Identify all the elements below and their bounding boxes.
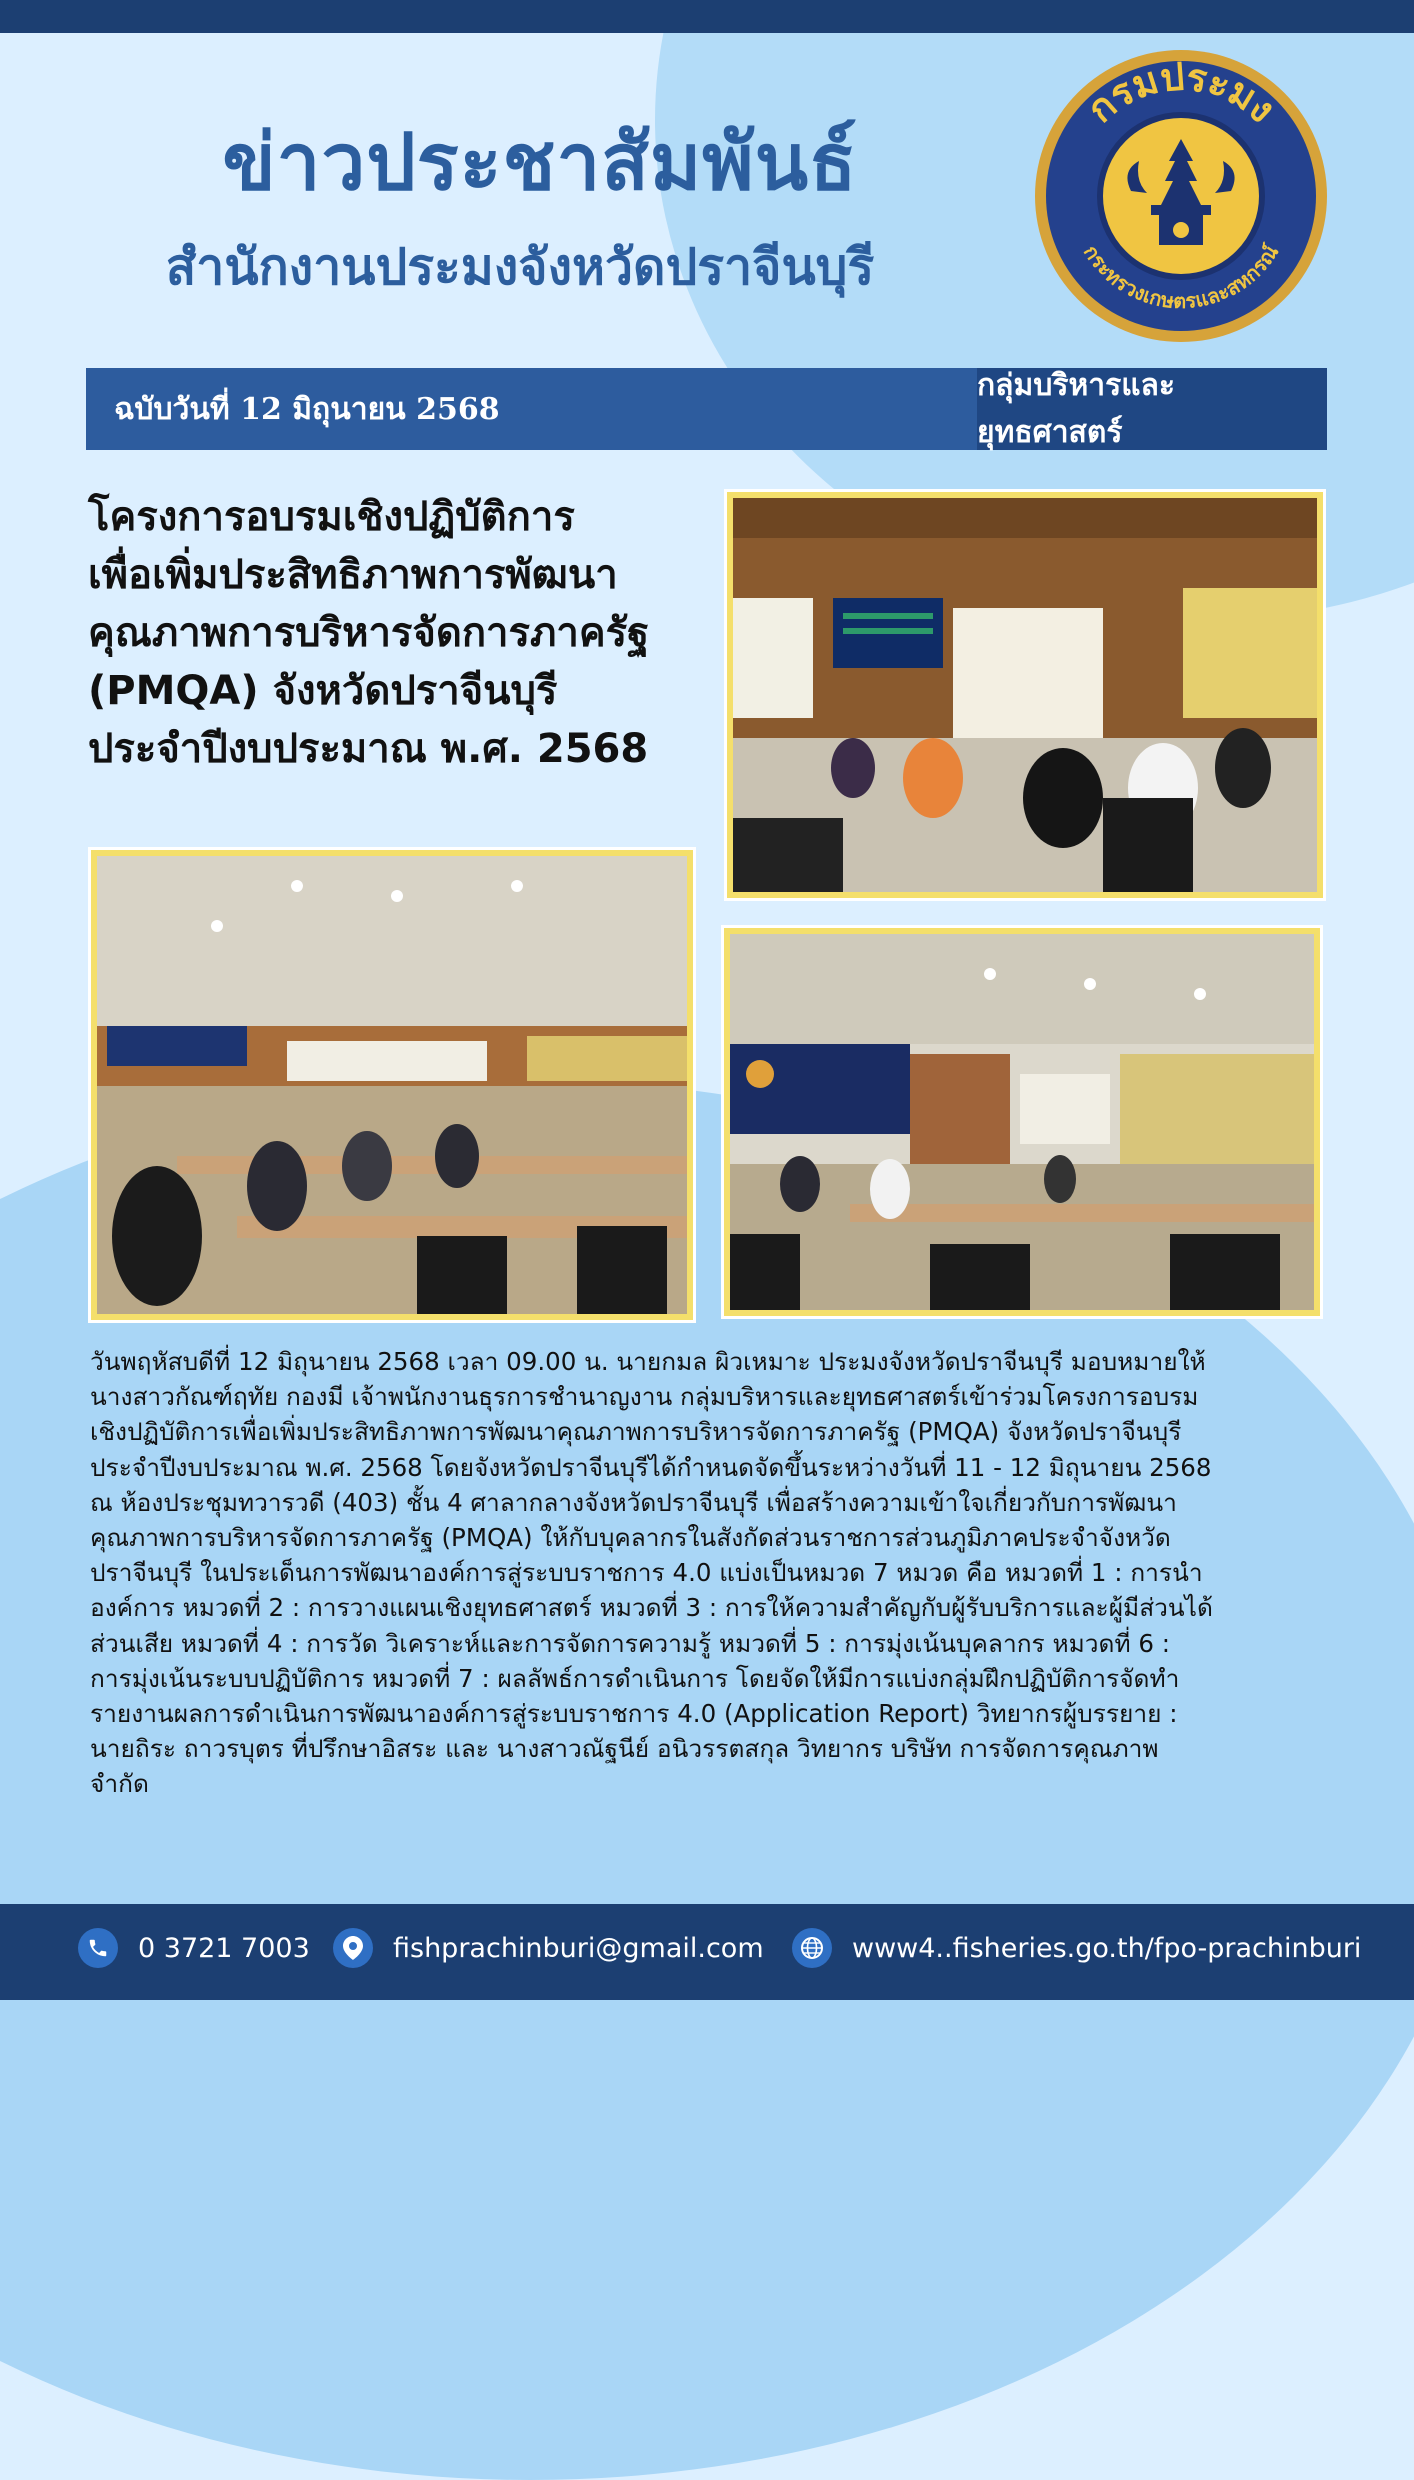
meeting-photo-3 <box>724 928 1320 1316</box>
location-pin-icon <box>333 1928 373 1968</box>
article-body <box>90 1344 1350 1802</box>
article-title <box>88 488 728 778</box>
website-contact[interactable] <box>792 1928 1361 1968</box>
article-body-line: ณ ห้องประชุมทวารวดี (403) ชั้น 4 ศาลากลางจังหวัดปราจีนบุรี เพื่อสร้างความเข้าใจเกี่ยวกับการพัฒนา <box>90 1487 1177 1517</box>
svg-text:กระทรวงเกษตรและสหกรณ์: กระทรวงเกษตรและสหกรณ์ <box>1078 240 1284 314</box>
svg-text:กรมประมง: กรมประมง <box>1078 54 1284 132</box>
article-body-line: รายงานผลการดำเนินการพัฒนาองค์การสู่ระบบราชการ 4.0 (Application Report) วิทยากรผู้บรรยาย : <box>90 1699 1178 1729</box>
article-body-line: จำกัด <box>90 1769 149 1799</box>
article-title-line: ประจำปีงบประมาณ พ.ศ. 2568 <box>88 726 649 772</box>
seal-lettering <box>1035 50 1327 342</box>
email-contact[interactable] <box>333 1928 764 1968</box>
article-body-line: วันพฤหัสบดีที่ 12 มิถุนายน 2568 เวลา 09.00 น. นายกมล ผิวเหมาะ ประมงจังหวัดปราจีนบุรี มอบหมายให้ <box>90 1347 1206 1376</box>
top-banner-bar <box>0 0 1414 33</box>
article-title-line: เพื่อเพิ่มประสิทธิภาพการพัฒนา <box>88 552 618 598</box>
phone-icon <box>78 1928 118 1968</box>
article-body-line: ปราจีนบุรี ในประเด็นการพัฒนาองค์การสู่ระบบราชการ 4.0 แบ่งเป็นหมวด 7 หมวด คือ หมวดที่ 1 : การนำ <box>90 1558 1203 1588</box>
globe-icon <box>792 1928 832 1968</box>
article-body-line: ประจำปีงบประมาณ พ.ศ. 2568 โดยจังหวัดปราจีนบุรีได้กำหนดจัดขึ้นระหว่างวันที่ 11 - 12 มิถุนายน 2568 <box>90 1452 1212 1482</box>
phone-contact[interactable] <box>78 1928 310 1968</box>
article-body-line: คุณภาพการบริหารจัดการภาครัฐ (PMQA) ให้กับบุคลากรในสังกัดส่วนราชการส่วนภูมิภาคประจำจังหวัด <box>90 1523 1171 1553</box>
meeting-photo-1 <box>727 492 1323 898</box>
article-body-line: ส่วนเสีย หมวดที่ 4 : การวัด วิเคราะห์และการจัดการความรู้ หมวดที่ 5 : การมุ่งเน้นบุคลากร หมวดที่ 6 : <box>90 1628 1171 1658</box>
issue-info-bar <box>86 368 1327 450</box>
office-name: สำนักงานประมงจังหวัดปราจีนบุรี <box>165 237 875 296</box>
email-address: fishprachinburi@gmail.com <box>393 1932 764 1964</box>
issue-date: ฉบับวันที่ 12 มิถุนายน 2568 <box>114 391 500 427</box>
department-seal-logo <box>1035 50 1327 342</box>
article-body-line: การมุ่งเน้นระบบปฏิบัติการ หมวดที่ 7 : ผลลัพธ์การดำเนินการ โดยจัดให้มีการแบ่งกลุ่มฝึกปฏิบัติการจัดทำ <box>90 1663 1180 1693</box>
phone-number: 0 3721 7003 <box>138 1932 310 1964</box>
department-group: กลุ่มบริหารและยุทธศาสตร์ <box>977 368 1327 450</box>
meeting-photo-2 <box>91 850 693 1320</box>
page-headline: ข่าวประชาสัมพันธ์ <box>222 117 858 208</box>
article-body-line: นางสาวกัณฑ์ฤทัย กองมี เจ้าพนักงานธุรการชำนาญงาน กลุ่มบริหารและยุทธศาสตร์เข้าร่วมโครงการอบรม <box>90 1382 1199 1412</box>
article-body-line: เชิงปฏิบัติการเพื่อเพิ่มประสิทธิภาพการพัฒนาคุณภาพการบริหารจัดการภาครัฐ (PMQA) จังหวัดปราจีนบุรี <box>90 1417 1182 1447</box>
article-body-line: องค์การ หมวดที่ 2 : การวางแผนเชิงยุทธศาสตร์ หมวดที่ 3 : การให้ความสำคัญกับผู้รับบริการและผู้มีส่วนได้ <box>90 1593 1213 1623</box>
article-body-line: นายถิระ ถาวรบุตร ที่ปรึกษาอิสระ และ นางสาวณัฐนีย์ อนิวรรตสกุล วิทยากร บริษัท การจัดการคุณภาพ <box>90 1734 1159 1764</box>
article-title-line: โครงการอบรมเชิงปฏิบัติการ <box>88 494 575 540</box>
website-url: www4..fisheries.go.th/fpo-prachinburi <box>852 1932 1362 1964</box>
article-title-line: (PMQA) จังหวัดปราจีนบุรี <box>88 668 558 714</box>
article-title-line: คุณภาพการบริหารจัดการภาครัฐ <box>88 610 650 656</box>
contact-footer <box>0 1904 1414 2000</box>
